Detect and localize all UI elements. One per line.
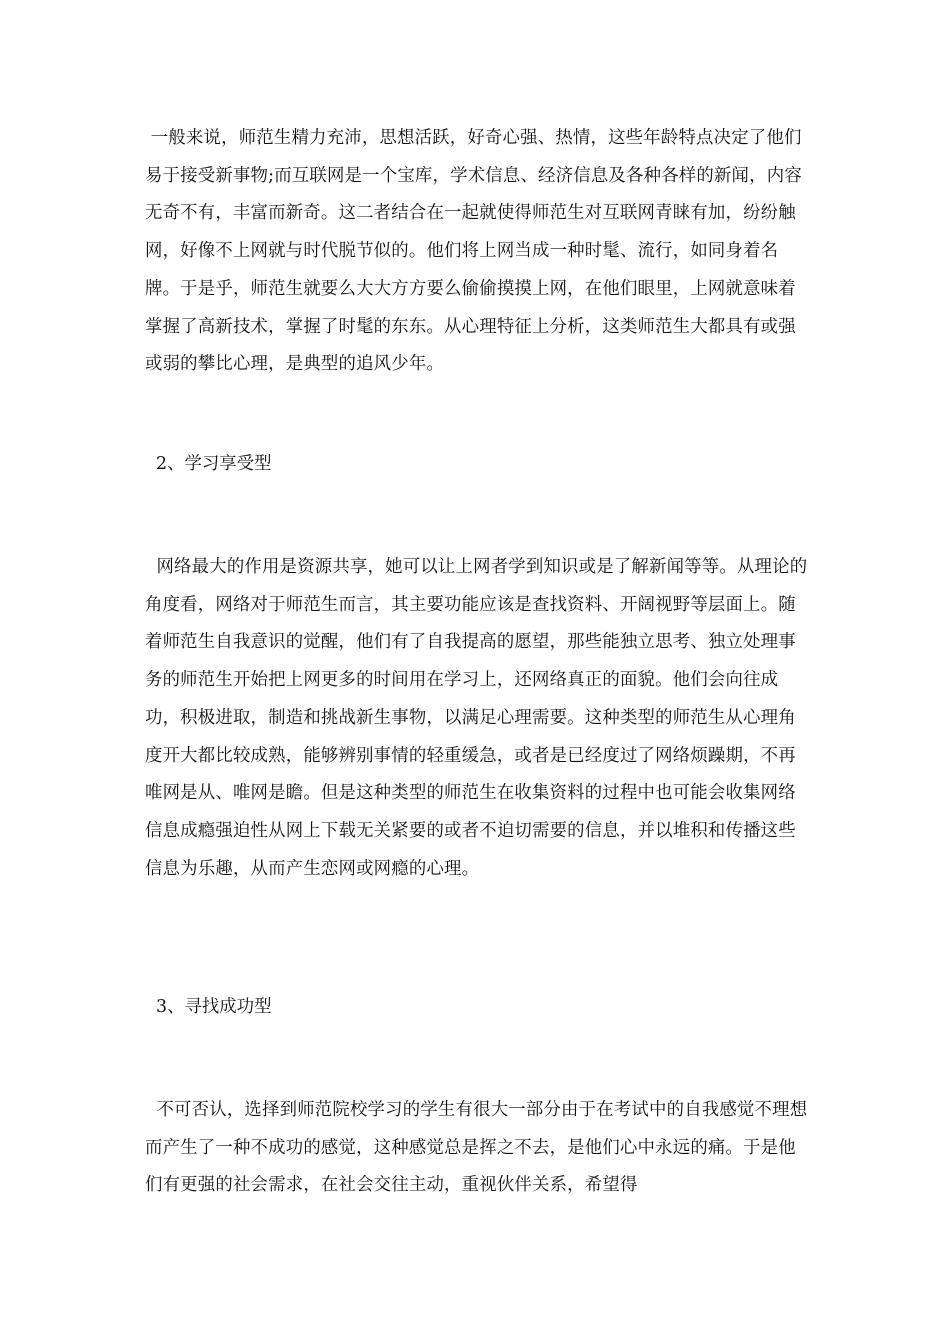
heading-seeking-success: 3、寻找成功型 [145, 997, 272, 1017]
heading-study-enjoyment: 2、学习享受型 [145, 454, 272, 474]
paragraph-seeking-success: 不可否认，选择到师范院校学习的学生有很大一部分由于在考试中的自我感觉不理想而产生了一种不成功的感觉，这种感觉总是挥之不去，是他们心中永远的痛。于是他们有更强的社会需求，在社会交往主动，重视伙伴关系，希望得 [145, 1100, 808, 1196]
paragraph-trend-follower: 一般来说，师范生精力充沛，思想活跃，好奇心强、热情，这些年龄特点决定了他们易于接受新事物;而互联网是一个宝库，学术信息、经济信息及各种各样的新闻，内容无奇不有，丰富而新奇。这二者结合在一起就使得师范生对互联网青睐有加，纷纷触网，好像不上网就与时代脱节似的。他们将上网当成一种时髦、流行，如同身着名牌。于是乎，师范生就要么大大方方要么偷偷摸摸上网，在他们眼里，上网就意味着掌握了高新技术，掌握了时髦的东东。从心理特征上分析，这类师范生大都具有或强或弱的攀比心理，是典型的追风少年。 [145, 128, 802, 375]
paragraph-study-enjoyment: 网络最大的作用是资源共享，她可以让上网者学到知识或是了解新闻等等。从理论的角度看，网络对于师范生而言，其主要功能应该是查找资料、开阔视野等层面上。随着师范生自我意识的觉醒，他们有了自我提高的愿望，那些能独立思考、独立处理事务的师范生开始把上网更多的时间用在学习上，还网络真正的面貌。他们会向往成功，积极进取，制造和挑战新生事物，以满足心理需要。这种类型的师范生从心理角度开大都比较成熟，能够辨别事情的轻重缓急，或者是已经度过了网络烦躁期，不再唯网是从、唯网是瞻。但是这种类型的师范生在收集资料的过程中也可能会收集网络信息成瘾强迫性从网上下载无关紧要的或者不迫切需要的信息，并以堆积和传播这些信息为乐趣，从而产生恋网或网瘾的心理。 [145, 557, 808, 879]
